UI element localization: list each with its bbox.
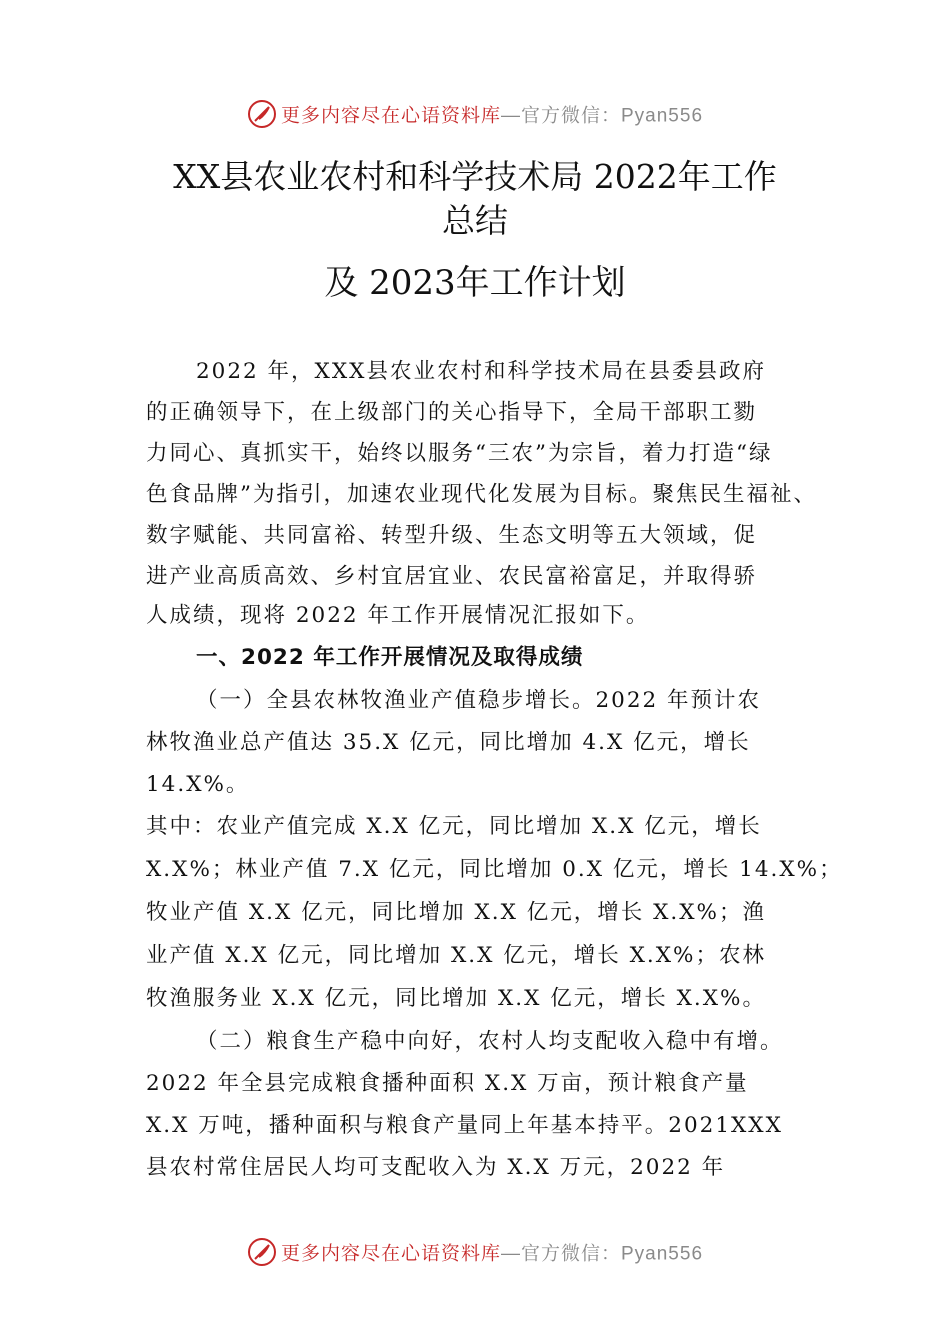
body-line: X.X 万吨，播种面积与粮食产量同上年基本持平。2021XXX bbox=[146, 1113, 783, 1138]
watermark-gray-text: —官方微信：Pyan556 bbox=[501, 105, 704, 127]
watermark-red-text: 更多内容尽在心语资料库 bbox=[280, 1242, 501, 1265]
body-line: 县农村常住居民人均可支配收入为 X.X 万元，2022 年 bbox=[146, 1155, 726, 1180]
body-line: 业产值 X.X 亿元，同比增加 X.X 亿元，增长 X.X%；农林 bbox=[146, 943, 766, 968]
quill-logo-icon bbox=[247, 1237, 277, 1272]
footer-watermark bbox=[0, 1237, 950, 1272]
body-line: 力同心、真抓实干，始终以服务“三农”为宗旨，着力打造“绿 bbox=[146, 441, 773, 466]
body-line: 林牧渔业总产值达 35.X 亿元，同比增加 4.X 亿元，增长 bbox=[146, 730, 751, 755]
body-line: 14.X%。 bbox=[146, 772, 250, 797]
section-heading: 一、2022 年工作开展情况及取得成绩 bbox=[196, 645, 584, 670]
body-line: 的正确领导下，在上级部门的关心指导下，全局干部职工勠 bbox=[146, 400, 758, 425]
body-line: 牧业产值 X.X 亿元，同比增加 X.X 亿元，增长 X.X%；渔 bbox=[146, 900, 766, 925]
body-line: 数字赋能、共同富裕、转型升级、生态文明等五大领域，促 bbox=[146, 523, 758, 548]
body-line: 其中：农业产值完成 X.X 亿元，同比增加 X.X 亿元，增长 bbox=[146, 814, 762, 839]
document-title-line2: 总结 bbox=[442, 201, 508, 240]
document-title-line3: 及 2023年工作计划 bbox=[324, 263, 626, 303]
body-line: 人成绩，现将 2022 年工作开展情况汇报如下。 bbox=[146, 603, 650, 628]
document-title-line1: XX县农业农村和科学技术局 2022年工作 bbox=[173, 157, 777, 196]
watermark-gray-text: —官方微信：Pyan556 bbox=[501, 1243, 704, 1265]
header-watermark bbox=[0, 99, 950, 134]
body-line: X.X%；林业产值 7.X 亿元，同比增加 0.X 亿元，增长 14.X%； bbox=[146, 857, 843, 882]
body-line: 色食品牌”为指引，加速农业现代化发展为目标。聚焦民生福祉、 bbox=[146, 482, 817, 507]
body-line: 2022 年全县完成粮食播种面积 X.X 万亩，预计粮食产量 bbox=[146, 1071, 749, 1096]
quill-logo-icon bbox=[247, 99, 277, 134]
watermark-red-text: 更多内容尽在心语资料库 bbox=[280, 104, 501, 127]
body-line: 牧渔服务业 X.X 亿元，同比增加 X.X 亿元，增长 X.X%。 bbox=[146, 986, 766, 1011]
body-line: 进产业高质高效、乡村宜居宜业、农民富裕富足，并取得骄 bbox=[146, 564, 758, 589]
body-line: （一）全县农林牧渔业产值稳步增长。2022 年预计农 bbox=[196, 688, 762, 713]
body-line: （二）粮食生产稳中向好，农村人均支配收入稳中有增。 bbox=[196, 1029, 784, 1054]
body-line: 2022 年，XXX县农业农村和科学技术局在县委县政府 bbox=[196, 359, 766, 384]
